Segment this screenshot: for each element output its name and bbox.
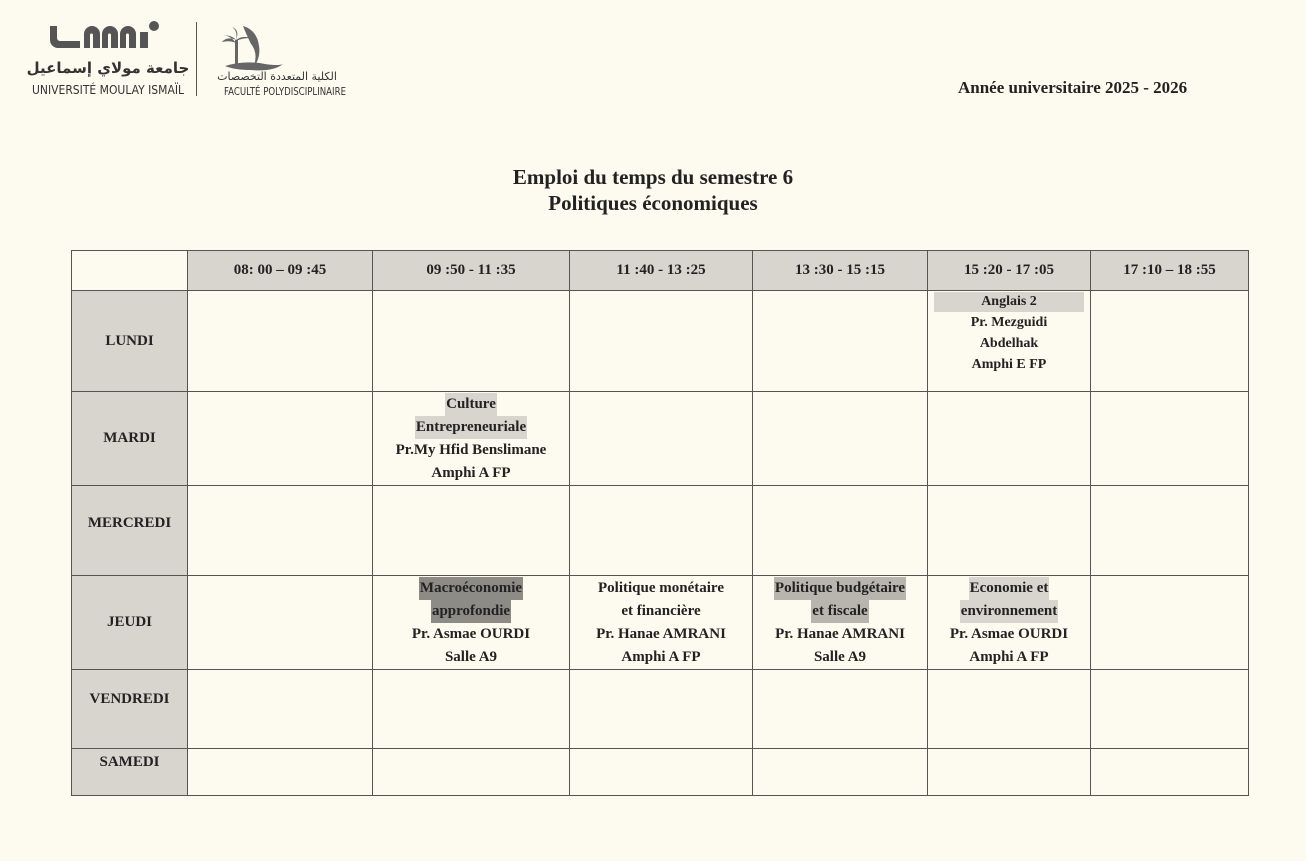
course-professor: Pr. Mezguidi xyxy=(970,315,1048,330)
page-title: Emploi du temps du semestre 6 xyxy=(512,165,794,189)
empty-cell xyxy=(188,576,373,670)
course-cell xyxy=(928,291,1091,392)
course-title: Macroéconomie xyxy=(419,577,523,600)
empty-cell xyxy=(1091,670,1249,749)
course-title: Economie et xyxy=(969,577,1050,600)
course-cell xyxy=(570,576,753,670)
course-professor: Abdelhak xyxy=(979,336,1039,351)
empty-cell xyxy=(753,749,928,796)
day-row-vendredi xyxy=(72,670,1249,749)
empty-cell xyxy=(1091,392,1249,486)
empty-cell xyxy=(570,486,753,576)
slot-header: 13 :30 - 15 :15 xyxy=(753,251,928,291)
course-room: Amphi E FP xyxy=(971,357,1047,372)
faculty-latin-text: FACULTÉ POLYDISCIPLINAIRE xyxy=(224,86,373,98)
course-title: Politique monétaire xyxy=(598,579,724,596)
course-title: Politique budgétaire xyxy=(774,577,906,600)
empty-cell xyxy=(570,291,753,392)
course-room: Amphi A FP xyxy=(431,464,511,481)
course-room: Salle A9 xyxy=(813,648,867,665)
slot-header: 08: 00 – 09 :45 xyxy=(188,251,373,291)
course-title: Culture xyxy=(445,393,497,416)
day-row-samedi xyxy=(72,749,1249,796)
day-label: JEUDI xyxy=(72,576,188,670)
course-professor: Pr. Hanae AMRANI xyxy=(596,625,726,642)
day-row-jeudi xyxy=(72,576,1249,670)
empty-cell xyxy=(570,392,753,486)
course-professor: Pr. Asmae OURDI xyxy=(411,625,531,642)
day-label: MERCREDI xyxy=(72,486,188,576)
day-row-lundi xyxy=(72,291,1249,392)
slot-header: 11 :40 - 13 :25 xyxy=(570,251,753,291)
corner-cell xyxy=(72,251,188,291)
academic-year: Année universitaire 2025 - 2026 xyxy=(958,78,1188,97)
empty-cell xyxy=(188,486,373,576)
empty-cell xyxy=(753,486,928,576)
empty-cell xyxy=(928,392,1091,486)
umi-logo xyxy=(26,18,202,100)
day-label: LUNDI xyxy=(72,291,188,392)
empty-cell xyxy=(928,486,1091,576)
empty-cell xyxy=(928,749,1091,796)
course-cell xyxy=(373,392,570,486)
day-label: MARDI xyxy=(72,392,188,486)
course-professor: Pr. Asmae OURDI xyxy=(949,625,1069,642)
empty-cell xyxy=(928,670,1091,749)
faculty-logo xyxy=(215,18,373,100)
empty-cell xyxy=(570,749,753,796)
course-title: et financière xyxy=(621,602,701,619)
course-cell xyxy=(928,576,1091,670)
empty-cell xyxy=(373,291,570,392)
course-title: et fiscale xyxy=(811,600,868,623)
empty-cell xyxy=(188,670,373,749)
day-label: SAMEDI xyxy=(72,749,188,796)
empty-cell xyxy=(373,486,570,576)
course-room: Salle A9 xyxy=(444,648,498,665)
course-title: Anglais 2 xyxy=(934,292,1084,312)
empty-cell xyxy=(753,291,928,392)
header-row xyxy=(72,251,1249,291)
empty-cell xyxy=(1091,291,1249,392)
day-label: VENDREDI xyxy=(72,670,188,749)
empty-cell xyxy=(1091,486,1249,576)
course-professor: Pr. Hanae AMRANI xyxy=(775,625,905,642)
empty-cell xyxy=(570,670,753,749)
slot-header: 15 :20 - 17 :05 xyxy=(928,251,1091,291)
slot-header: 17 :10 – 18 :55 xyxy=(1091,251,1249,291)
empty-cell xyxy=(188,291,373,392)
course-cell xyxy=(373,576,570,670)
empty-cell xyxy=(753,670,928,749)
day-row-mardi xyxy=(72,392,1249,486)
course-room: Amphi A FP xyxy=(969,648,1049,665)
course-professor: Pr.My Hfid Benslimane xyxy=(395,441,547,458)
course-title: approfondie xyxy=(431,600,511,623)
empty-cell xyxy=(1091,749,1249,796)
empty-cell xyxy=(1091,576,1249,670)
empty-cell xyxy=(188,749,373,796)
empty-cell xyxy=(373,670,570,749)
empty-cell xyxy=(188,392,373,486)
course-title: Entrepreneuriale xyxy=(415,416,527,439)
umi-latin-text: UNIVERSITÉ MOULAY ISMAÏL xyxy=(32,83,202,97)
timetable xyxy=(71,250,1249,796)
course-cell xyxy=(753,576,928,670)
slot-header: 09 :50 - 11 :35 xyxy=(373,251,570,291)
empty-cell xyxy=(753,392,928,486)
program-title: Politiques économiques xyxy=(548,191,758,215)
empty-cell xyxy=(373,749,570,796)
faculty-arabic-text: الكلية المتعددة التخصصات xyxy=(217,70,337,83)
umi-arabic-text: جامعة مولاي إسماعيل xyxy=(26,59,190,77)
course-title: environnement xyxy=(960,600,1058,623)
course-room: Amphi A FP xyxy=(621,648,701,665)
day-row-mercredi xyxy=(72,486,1249,576)
logo-separator xyxy=(196,22,197,96)
